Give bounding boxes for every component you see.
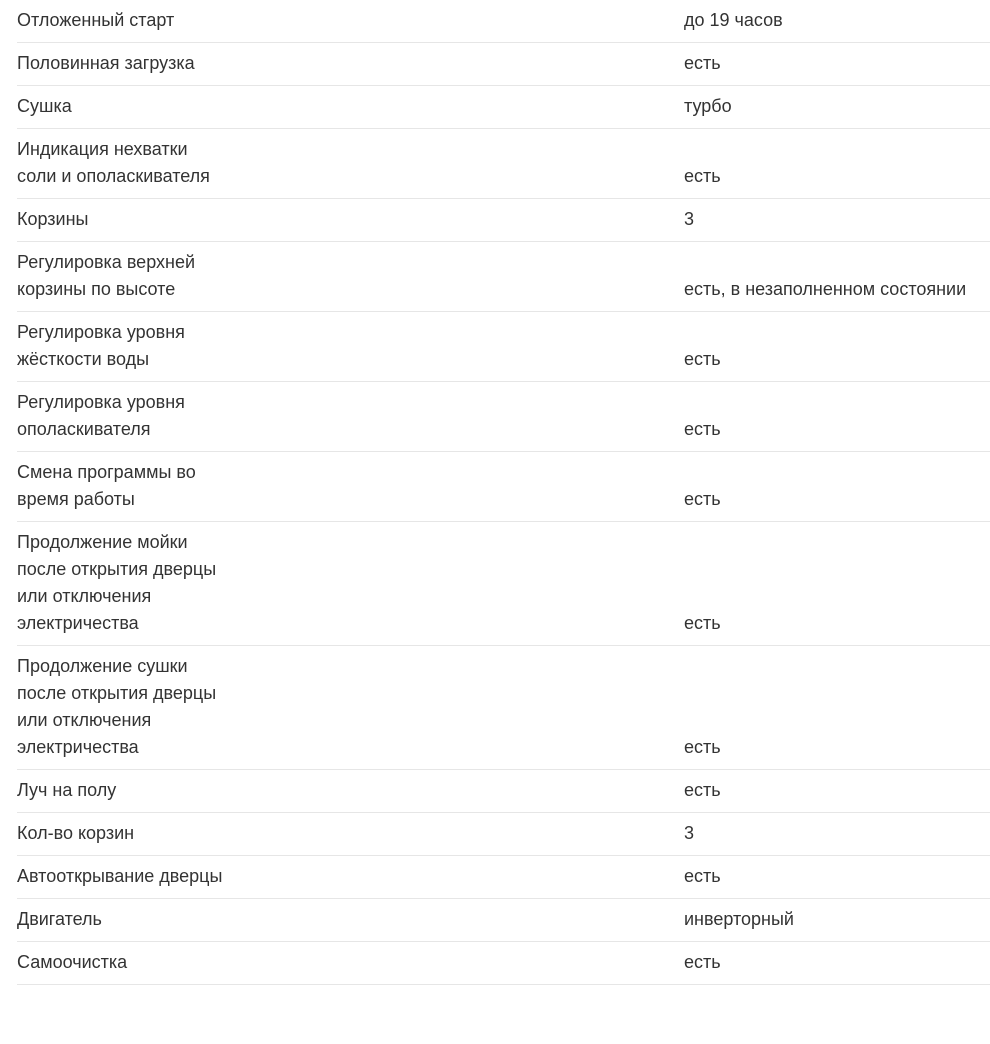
spec-value: есть [684, 349, 721, 369]
spec-label-line: корзины по высоте [17, 279, 176, 299]
spec-label [17, 136, 684, 190]
spec-value: есть [684, 952, 721, 972]
spec-label [17, 529, 684, 637]
spec-label [17, 7, 684, 34]
spec-label [17, 93, 684, 120]
spec-label [17, 906, 684, 933]
spec-label-line: Регулировка верхней [17, 252, 196, 272]
spec-row [17, 0, 990, 43]
spec-label-line: после открытия дверцы [17, 683, 217, 703]
spec-row [17, 312, 990, 382]
spec-label [17, 863, 684, 890]
spec-value: есть [684, 737, 721, 757]
spec-value: есть [684, 613, 721, 633]
spec-label-line: время работы [17, 489, 135, 509]
spec-label-line: Самоочистка [17, 952, 128, 972]
spec-label-line: электричества [17, 613, 139, 633]
spec-label-line: Отложенный старт [17, 10, 175, 30]
spec-value: есть [684, 489, 721, 509]
spec-label [17, 206, 684, 233]
spec-value: есть [684, 419, 721, 439]
spec-value: есть [684, 780, 721, 800]
spec-row [17, 770, 990, 813]
spec-label [17, 777, 684, 804]
spec-row [17, 646, 990, 770]
spec-value: есть [684, 166, 721, 186]
spec-value: 3 [684, 209, 695, 229]
spec-label-line: электричества [17, 737, 139, 757]
spec-value: инверторный [684, 909, 794, 929]
spec-row [17, 942, 990, 985]
spec-label [17, 389, 684, 443]
spec-label-line: или отключения [17, 710, 152, 730]
spec-label-line: Смена программы во [17, 462, 196, 482]
spec-label [17, 459, 684, 513]
spec-label [17, 249, 684, 303]
spec-label-line: Регулировка уровня [17, 322, 185, 342]
spec-label-line: Продолжение мойки [17, 532, 188, 552]
spec-label-line: Луч на полу [17, 780, 117, 800]
spec-value: турбо [684, 96, 732, 116]
spec-label [17, 949, 684, 976]
spec-label-line: Половинная загрузка [17, 53, 195, 73]
spec-row [17, 382, 990, 452]
spec-label-line: ополаскивателя [17, 419, 151, 439]
spec-row [17, 899, 990, 942]
spec-label-line: Автооткрывание дверцы [17, 866, 223, 886]
spec-label-line: соли и ополаскивателя [17, 166, 210, 186]
specs-table [17, 0, 990, 985]
spec-value: есть, в незаполненном состоянии [684, 279, 967, 299]
spec-row [17, 522, 990, 646]
spec-label [17, 820, 684, 847]
spec-label-line: жёсткости воды [17, 349, 150, 369]
spec-value: до 19 часов [684, 10, 783, 30]
spec-label-line: Регулировка уровня [17, 392, 185, 412]
spec-label-line: Индикация нехватки [17, 139, 188, 159]
spec-row [17, 242, 990, 312]
spec-row [17, 452, 990, 522]
spec-row [17, 129, 990, 199]
spec-label-line: после открытия дверцы [17, 559, 217, 579]
spec-label-line: Корзины [17, 209, 89, 229]
spec-row [17, 856, 990, 899]
spec-label-line: Продолжение сушки [17, 656, 188, 676]
spec-label-line: или отключения [17, 586, 152, 606]
spec-row [17, 199, 990, 242]
spec-value: 3 [684, 823, 695, 843]
spec-label-line: Двигатель [17, 909, 102, 929]
spec-row [17, 813, 990, 856]
spec-label [17, 50, 684, 77]
spec-value: есть [684, 866, 721, 886]
spec-row [17, 86, 990, 129]
spec-label [17, 319, 684, 373]
spec-label [17, 653, 684, 761]
spec-label-line: Кол-во корзин [17, 823, 135, 843]
spec-label-line: Сушка [17, 96, 72, 116]
spec-row [17, 43, 990, 86]
spec-value: есть [684, 53, 721, 73]
